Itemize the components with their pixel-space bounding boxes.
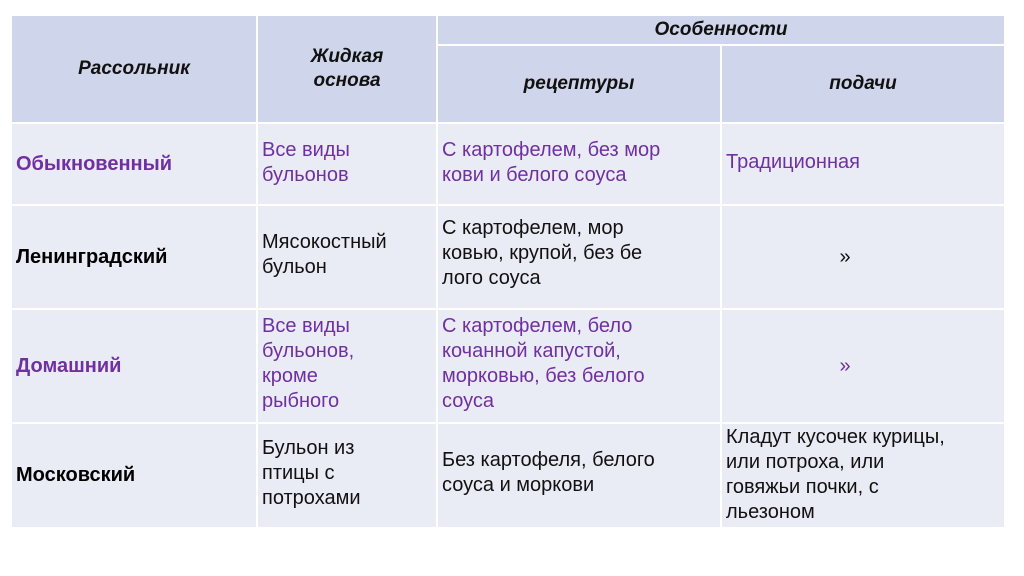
header-serving bbox=[722, 46, 1006, 124]
header-liquid-base bbox=[258, 16, 438, 124]
text-line: кроме bbox=[262, 365, 318, 387]
text-line: потрохами bbox=[262, 487, 361, 509]
text-line: Без картофеля, белого bbox=[442, 449, 655, 471]
header-features bbox=[438, 16, 1006, 46]
text-line: лого соуса bbox=[442, 267, 541, 289]
header-liquid-base-line1: Жидкая bbox=[310, 46, 384, 67]
header-rassolnik bbox=[12, 16, 258, 124]
text-line: говяжьи почки, с bbox=[726, 476, 879, 498]
text-line: Все виды bbox=[262, 139, 350, 161]
text-line: Традиционная bbox=[726, 151, 860, 173]
text-line: С картофелем, без мор bbox=[442, 139, 661, 161]
row-name-moskovsky bbox=[12, 424, 258, 527]
ditto-mark: » bbox=[839, 245, 851, 268]
text-line: соуса bbox=[442, 390, 495, 412]
text-line: соуса и моркови bbox=[442, 474, 595, 496]
header-liquid-base-line2: основа bbox=[313, 70, 381, 91]
text-line: льезоном bbox=[726, 501, 815, 523]
row-name-domashny bbox=[12, 310, 258, 424]
row-name-label: Домашний bbox=[16, 354, 122, 377]
row-serving-domashny bbox=[722, 310, 1006, 424]
row-serving-moskovsky bbox=[722, 424, 1006, 527]
row-base-leningradsky bbox=[258, 206, 438, 310]
text-line: С картофелем, мор bbox=[442, 217, 624, 239]
text-line: Все виды bbox=[262, 315, 350, 337]
row-base-domashny bbox=[258, 310, 438, 424]
header-rassolnik-label: Рассольник bbox=[78, 58, 190, 79]
row-recipe-moskovsky bbox=[438, 424, 722, 527]
text-line: бульонов bbox=[262, 164, 349, 186]
row-recipe-leningradsky bbox=[438, 206, 722, 310]
text-line: птицы с bbox=[262, 462, 335, 484]
row-name-label: Московский bbox=[16, 464, 136, 486]
row-base-obyknovenny bbox=[258, 124, 438, 206]
text-line: ковью, крупой, без бе bbox=[442, 242, 643, 264]
header-serving-label: подачи bbox=[829, 73, 897, 94]
text-line: или потроха, или bbox=[726, 451, 885, 473]
row-name-label: Ленинградский bbox=[16, 245, 168, 268]
header-recipe bbox=[438, 46, 722, 124]
header-recipe-label: рецептуры bbox=[523, 73, 635, 94]
ditto-mark: » bbox=[839, 354, 851, 377]
text-line: кочанной капустой, bbox=[442, 340, 621, 362]
text-line: Кладут кусочек курицы, bbox=[726, 426, 945, 448]
rassolnik-table bbox=[12, 16, 1006, 527]
text-line: Мясокостный bbox=[262, 231, 387, 253]
text-line: рыбного bbox=[262, 390, 340, 412]
text-line: бульон bbox=[262, 256, 327, 278]
row-serving-obyknovenny bbox=[722, 124, 1006, 206]
row-recipe-obyknovenny bbox=[438, 124, 722, 206]
row-name-obyknovenny bbox=[12, 124, 258, 206]
header-features-label: Особенности bbox=[654, 19, 788, 40]
text-line: Бульон из bbox=[262, 437, 355, 459]
row-serving-leningradsky bbox=[722, 206, 1006, 310]
row-name-leningradsky bbox=[12, 206, 258, 310]
row-base-moskovsky bbox=[258, 424, 438, 527]
text-line: бульонов, bbox=[262, 340, 355, 362]
row-recipe-domashny bbox=[438, 310, 722, 424]
text-line: кови и белого соуса bbox=[442, 164, 627, 186]
text-line: С картофелем, бело bbox=[442, 315, 633, 337]
text-line: морковью, без белого bbox=[442, 365, 645, 387]
row-name-label: Обыкновенный bbox=[16, 152, 172, 175]
